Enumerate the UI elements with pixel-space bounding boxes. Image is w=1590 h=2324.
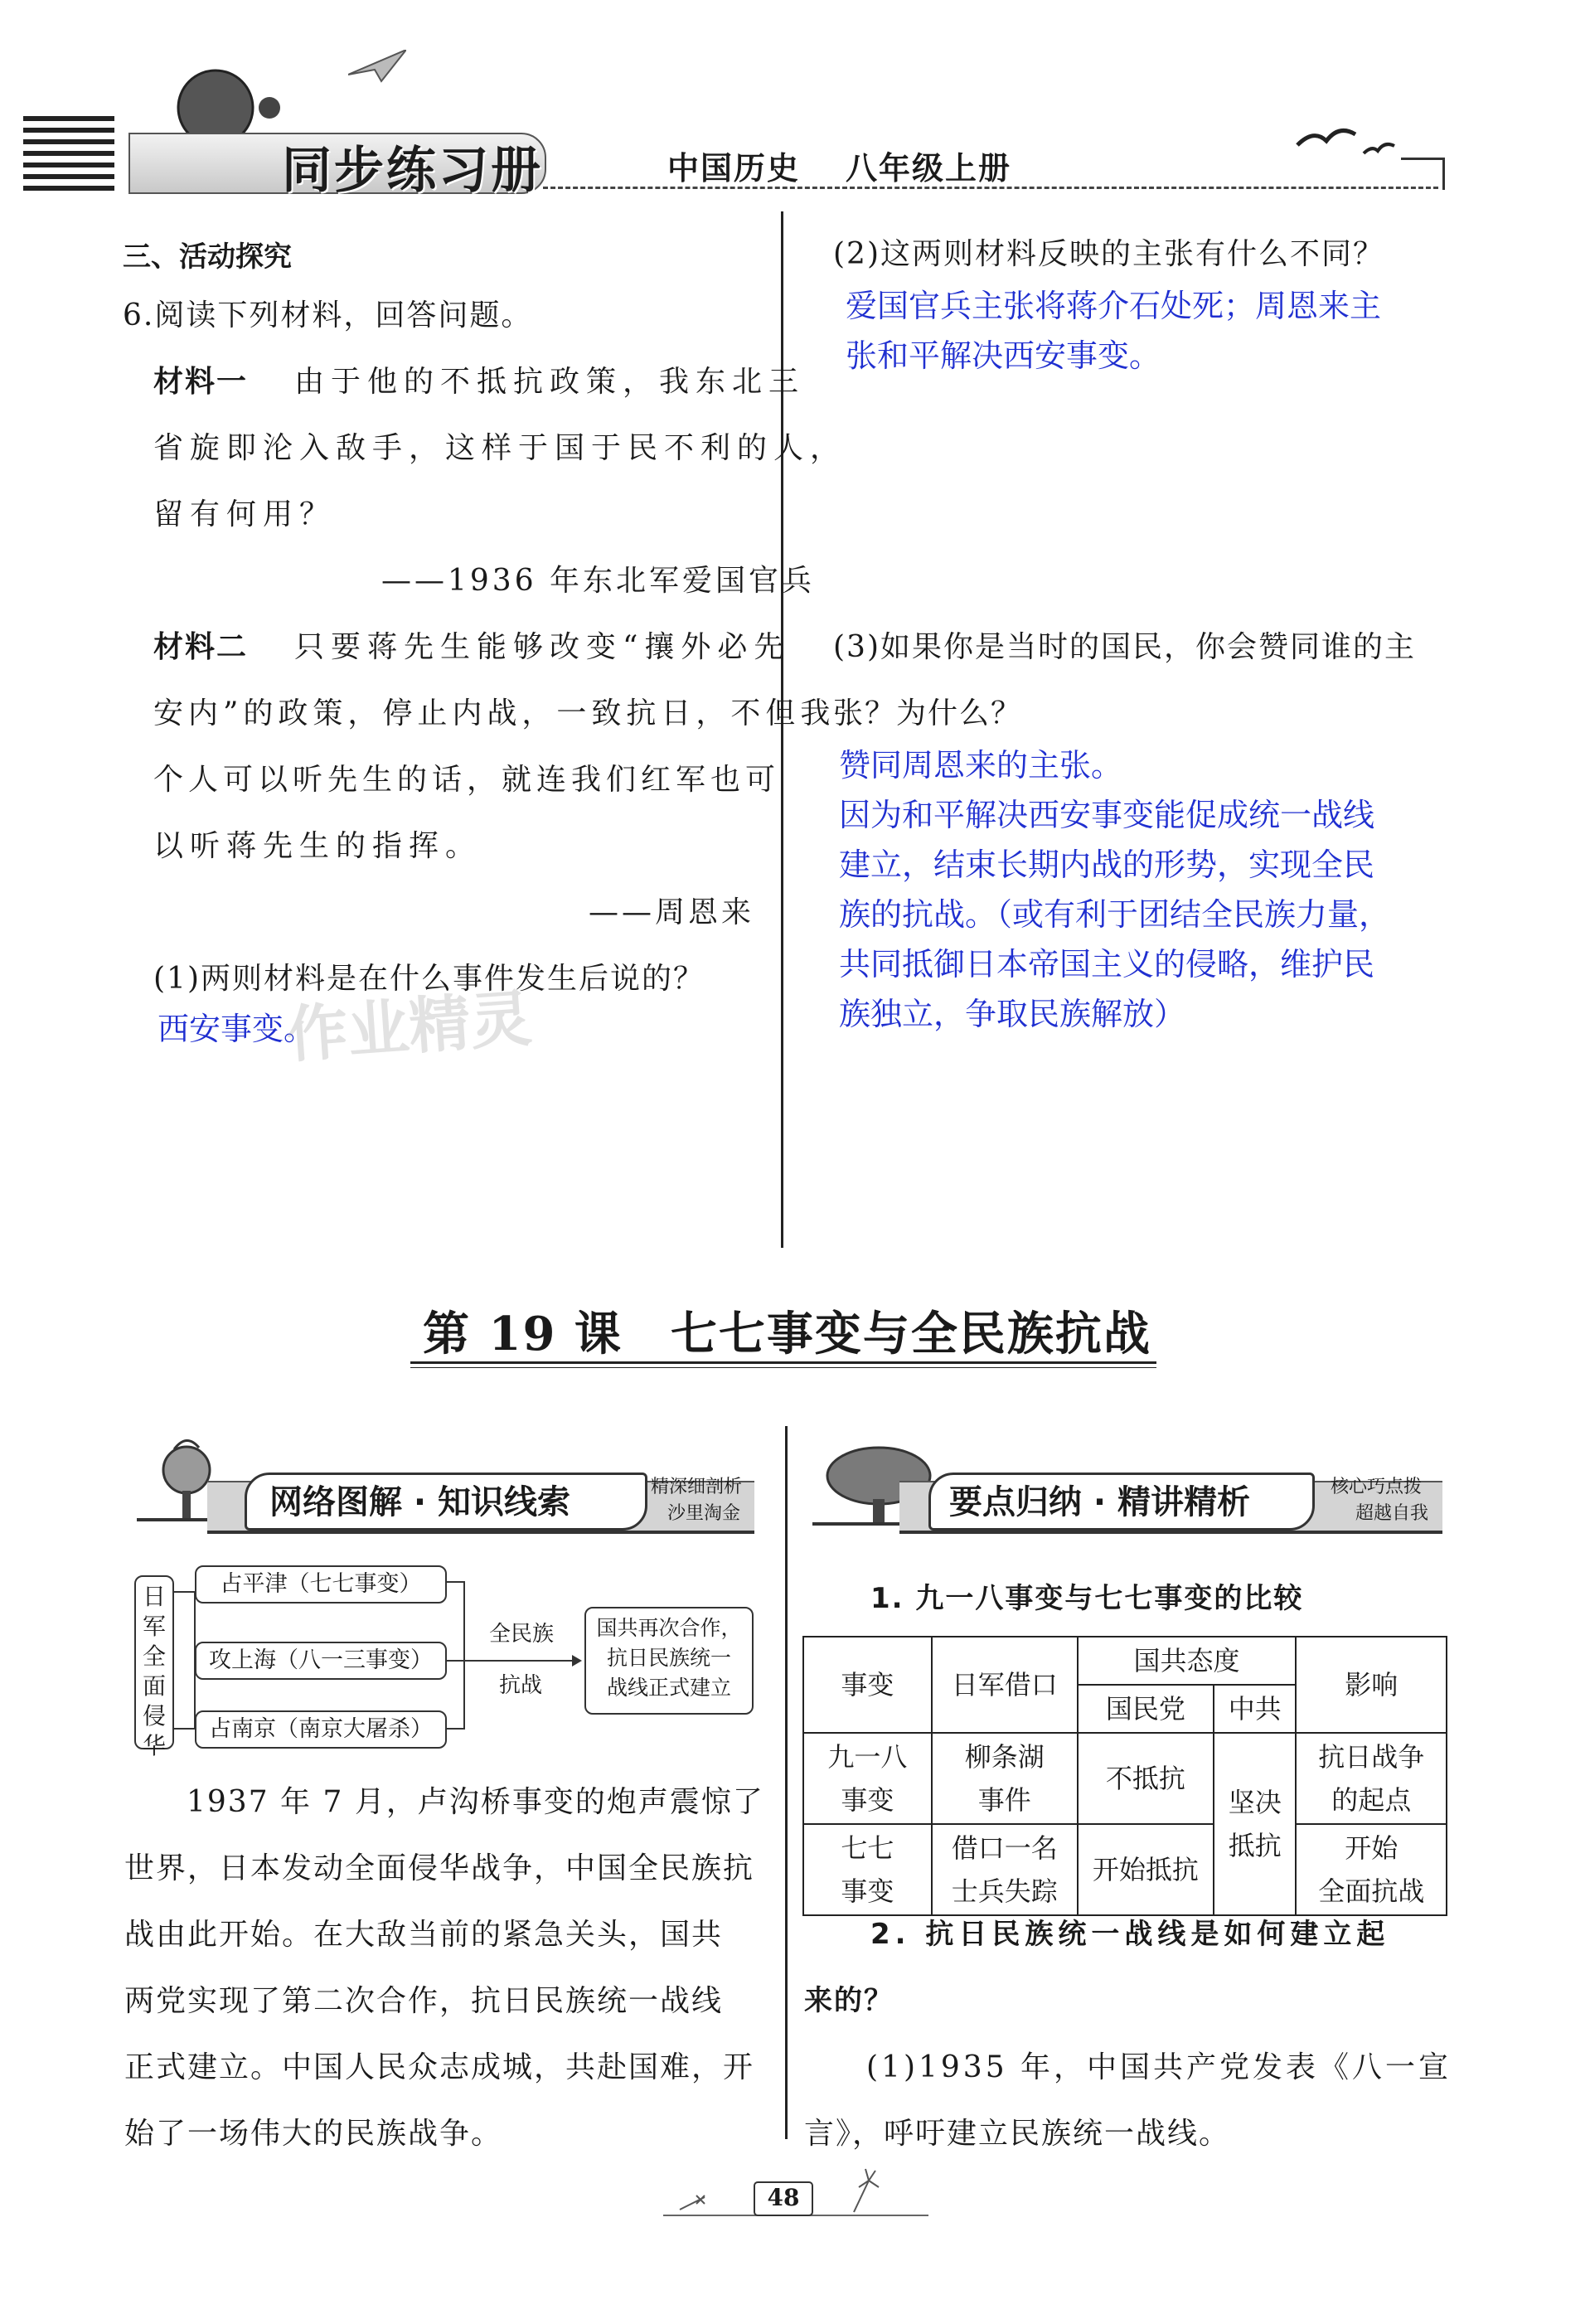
cell-ccp: 坚决 抵抗 xyxy=(1214,1733,1296,1915)
point-2-title-line: 来的？ xyxy=(804,1984,894,2017)
diagram-result-line: 国共再次合作， xyxy=(596,1616,742,1640)
table-row xyxy=(803,1824,1447,1915)
point-2-item-line: 言》，呼吁建立民族统一战线。 xyxy=(804,2117,1231,2151)
answer-6-1: 西安事变。 xyxy=(158,1011,316,1047)
diagram-item: 攻上海（八一三事变） xyxy=(195,1642,447,1680)
material-2-line: 个人可以听先生的话，就连我们红军也可 xyxy=(153,763,781,797)
left-banner xyxy=(124,1433,754,1532)
column-divider-bottom xyxy=(785,1426,788,2139)
right-banner-title: 要点归纳 · 精讲精析 xyxy=(949,1483,1251,1521)
lesson-title-underline xyxy=(410,1361,1156,1368)
question-6-1: (1)两则材料是在什么事件发生后说的？ xyxy=(153,962,705,996)
diagram-arrow-bottom-label: 抗战 xyxy=(499,1673,543,1698)
diagram-root: 日军全面侵华 xyxy=(134,1575,174,1749)
th-pretext: 日军借口 xyxy=(932,1637,1078,1733)
material-1-line: 省旋即沦入敌手，这样于国于民不利的人， xyxy=(153,431,847,465)
th-kmt: 国民党 xyxy=(1078,1685,1214,1733)
material-2-source: ——周恩来 xyxy=(589,895,755,929)
material-2-line: 以听蒋先生的指挥。 xyxy=(153,829,482,863)
th-impact: 影响 xyxy=(1296,1637,1447,1733)
th-attitude: 国共态度 xyxy=(1078,1637,1297,1685)
header-stripes xyxy=(23,116,114,191)
cell-impact: 抗日战争 的起点 xyxy=(1296,1733,1447,1824)
answer-6-3-line: 赞同周恩来的主张。 xyxy=(839,747,1123,784)
paper-plane-icon xyxy=(348,50,406,83)
paragraph-line: 世界，日本发动全面侵华战争，中国全民族抗 xyxy=(124,1851,755,1885)
answer-6-3-line: 因为和平解决西安事变能促成统一战线 xyxy=(839,797,1375,833)
right-banner xyxy=(808,1433,1447,1532)
point-1-title: 1. 九一八事变与七七事变的比较 xyxy=(870,1582,1304,1615)
header-end-line xyxy=(1401,158,1445,190)
paragraph-line: 1937 年 7 月，卢沟桥事变的炮声震惊了 xyxy=(187,1785,764,1819)
cell-impact: 开始 全面抗战 xyxy=(1296,1824,1447,1915)
paragraph-line: 正式建立。中国人民众志成城，共赴国难，开 xyxy=(124,2050,755,2084)
knowledge-diagram xyxy=(124,1559,763,1766)
header xyxy=(0,0,1590,207)
header-dashed-line xyxy=(543,187,1438,189)
question-6-3-line: (3)如果你是当时的国民，你会赞同谁的主 xyxy=(833,630,1416,664)
section-heading: 三、活动探究 xyxy=(123,240,292,274)
cell-kmt: 不抵抗 xyxy=(1078,1733,1214,1824)
diagram-result-line: 抗日民族统一 xyxy=(606,1646,731,1670)
answer-6-3-line: 族独立，争取民族解放） xyxy=(839,996,1186,1032)
left-banner-sub1: 精深细剖析 xyxy=(651,1477,743,1497)
diagram-arrow-top-label: 全民族 xyxy=(489,1622,555,1647)
material-1-line: 留有何用？ xyxy=(153,497,337,531)
cell-event: 九一八 事变 xyxy=(803,1733,932,1824)
footer xyxy=(647,2164,945,2230)
paragraph-line: 战由此开始。在大敌当前的紧急关头，国共 xyxy=(124,1918,724,1952)
point-2-item-line: (1)1935 年，中国共产党发表《八一宣 xyxy=(866,2050,1452,2084)
th-event: 事变 xyxy=(803,1637,932,1733)
watermark: 作业精灵 xyxy=(284,982,535,1072)
answer-6-3-line: 建立，结束长期内战的形势，实现全民 xyxy=(839,847,1375,883)
diagram-item: 占南京（南京大屠杀） xyxy=(195,1710,447,1749)
question-6-2: (2)这两则材料反映的主张有什么不同？ xyxy=(833,237,1384,271)
paragraph-line: 始了一场伟大的民族战争。 xyxy=(124,2117,503,2151)
cell-pretext: 借口一名 士兵失踪 xyxy=(932,1824,1078,1915)
diagram-result-line: 战线正式建立 xyxy=(606,1676,731,1700)
cell-pretext: 柳条湖 事件 xyxy=(932,1733,1078,1824)
material-1-label: 材料一 xyxy=(153,365,249,399)
material-2-label: 材料二 xyxy=(153,630,249,664)
table-row xyxy=(803,1733,1447,1824)
right-banner-sub2: 超越自我 xyxy=(1355,1503,1429,1524)
point-2-title-line: 2. 抗日民族统一战线是如何建立起 xyxy=(870,1918,1390,1951)
birds-icon xyxy=(1293,116,1401,166)
material-2-line: 安内”的政策，停止内战，一致抗日，不但我 xyxy=(153,696,836,730)
lesson-title: 第 19 课 七七事变与全民族抗战 xyxy=(423,1307,1151,1361)
answer-6-2-line: 爱国官兵主张将蒋介石处死；周恩来主 xyxy=(846,288,1382,324)
header-subject: 中国历史 xyxy=(667,150,801,187)
material-2-line: 只要蒋先生能够改变“攘外必先 xyxy=(294,630,791,664)
cell-event: 七七 事变 xyxy=(803,1824,932,1915)
question-6: 6.阅读下列材料，回答问题。 xyxy=(123,298,533,332)
right-banner-sub1: 核心巧点拨 xyxy=(1331,1477,1423,1497)
diagram-result xyxy=(584,1607,754,1715)
material-1-line: 由于他的不抵抗政策，我东北三 xyxy=(294,365,806,399)
answer-6-2-line: 张和平解决西安事变。 xyxy=(846,337,1161,374)
page-number: 48 xyxy=(767,2184,800,2211)
answer-6-3-line: 族的抗战。（或有利于团结全民族力量， xyxy=(839,896,1391,933)
book-title: 同步练习册 xyxy=(282,142,543,200)
th-ccp: 中共 xyxy=(1214,1685,1296,1733)
left-banner-sub2: 沙里淘金 xyxy=(667,1503,741,1524)
material-1-source: ——1936 年东北军爱国官兵 xyxy=(381,564,816,598)
answer-6-3-line: 共同抵御日本帝国主义的侵略，维护民 xyxy=(839,946,1375,982)
comparison-table xyxy=(802,1636,1447,1916)
left-banner-title: 网络图解 · 知识线索 xyxy=(269,1483,571,1521)
cell-kmt: 开始抵抗 xyxy=(1078,1824,1214,1915)
question-6-3-line: 张？为什么？ xyxy=(833,696,1023,730)
header-grade: 八年级上册 xyxy=(846,150,1012,187)
diagram-item: 占平津（七七事变） xyxy=(195,1565,447,1604)
paragraph-line: 两党实现了第二次合作，抗日民族统一战线 xyxy=(124,1984,724,2018)
